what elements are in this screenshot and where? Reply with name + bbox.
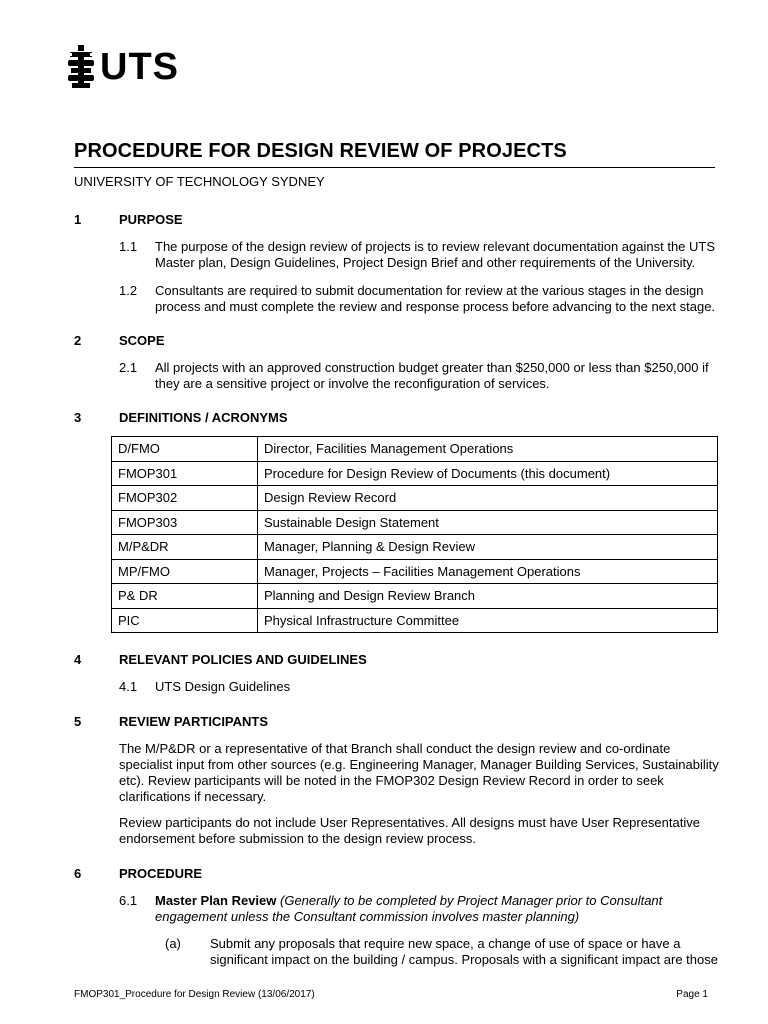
section-5-number: 5 [74, 714, 82, 729]
clause-4-1-text: UTS Design Guidelines [155, 679, 291, 694]
section-4-heading: RELEVANT POLICIES AND GUIDELINES [119, 652, 367, 667]
table-row [112, 608, 718, 633]
section-5-heading: REVIEW PARTICIPANTS [119, 714, 269, 729]
definition-cell: Planning and Design Review Branch [258, 584, 718, 609]
section-6-heading: PROCEDURE [119, 866, 203, 881]
definitions-table [111, 436, 718, 633]
uts-crest-icon [68, 45, 94, 89]
table-row [112, 535, 718, 560]
review-participants-paragraph-1: The M/P&DR or a representative of that Branch shall conduct the design review and co-ordinate specialist input from other sources (e.g. Engineering Manager, Manager Building Services, Sustainability etc). Review participants will be noted in the FMOP302 Design Review Record in order to seek clarifications if necessary. [119, 741, 719, 804]
document-title: PROCEDURE FOR DESIGN REVIEW OF PROJECTS [74, 140, 567, 162]
clause-1-2-text: Consultants are required to submit documentation for review at the various stages in the design process and must complete the review and response process before advancing to the next stage. [155, 283, 716, 314]
term-cell: MP/FMO [112, 559, 258, 584]
term-cell: FMOP301 [112, 461, 258, 486]
master-plan-review-label: Master Plan Review [155, 893, 277, 908]
definition-cell: Physical Infrastructure Committee [258, 608, 718, 633]
table-row [112, 486, 718, 511]
document-subtitle: UNIVERSITY OF TECHNOLOGY SYDNEY [74, 174, 325, 189]
definition-cell: Manager, Projects – Facilities Management Operations [258, 559, 718, 584]
master-plan-review-note: (Generally to be completed by Project Manager prior to Consultant engagement unless the Consultant commission involves master planning) [155, 893, 663, 924]
section-1-number: 1 [74, 212, 82, 227]
table-row [112, 559, 718, 584]
term-cell: M/P&DR [112, 535, 258, 560]
clause-4-1-number: 4.1 [119, 679, 138, 694]
definition-cell: Sustainable Design Statement [258, 510, 718, 535]
term-cell: FMOP302 [112, 486, 258, 511]
term-cell: P& DR [112, 584, 258, 609]
uts-logo [68, 45, 179, 89]
title-divider [74, 167, 715, 168]
clause-1-1-number: 1.1 [119, 239, 138, 254]
clause-1-2-number: 1.2 [119, 283, 138, 298]
section-2-number: 2 [74, 333, 82, 348]
table-row [112, 584, 718, 609]
clause-1-1-text: The purpose of the design review of projects is to review relevant documentation against the UTS Master plan, Design Guidelines, Project Design Brief and other requirements of the University. [155, 239, 716, 270]
table-row [112, 510, 718, 535]
section-2-heading: SCOPE [119, 333, 165, 348]
review-participants-paragraph-2: Review participants do not include User Representatives. All designs must have User Representative endorsement before submission to the design review process. [119, 815, 700, 846]
definition-cell: Manager, Planning & Design Review [258, 535, 718, 560]
section-6-number: 6 [74, 866, 82, 881]
table-row [112, 437, 718, 462]
definition-cell: Procedure for Design Review of Documents (this document) [258, 461, 718, 486]
item-a-number: (a) [165, 936, 181, 951]
section-3-heading: DEFINITIONS / ACRONYMS [119, 410, 288, 425]
term-cell: PIC [112, 608, 258, 633]
clause-6-1-number: 6.1 [119, 893, 138, 908]
term-cell: FMOP303 [112, 510, 258, 535]
section-4-number: 4 [74, 652, 82, 667]
definition-cell: Director, Facilities Management Operations [258, 437, 718, 462]
logo-wordmark: UTS [100, 46, 179, 88]
section-1-heading: PURPOSE [119, 212, 183, 227]
table-row [112, 461, 718, 486]
term-cell: D/FMO [112, 437, 258, 462]
clause-6-1-text [155, 893, 725, 925]
clause-2-1-text: All projects with an approved construction budget greater than $250,000 or less than $250,000 if they are a sensitive project or involve the reconfiguration of services. [155, 360, 709, 391]
clause-2-1-number: 2.1 [119, 360, 138, 375]
footer-page-number: Page 1 [676, 989, 708, 1000]
item-a-text: Submit any proposals that require new space, a change of use of space or have a significant impact on the building / campus. Proposals with a significant impact are those [210, 936, 718, 967]
section-3-number: 3 [74, 410, 82, 425]
footer-document-reference: FMOP301_Procedure for Design Review (13/06/2017) [74, 989, 315, 1000]
definition-cell: Design Review Record [258, 486, 718, 511]
